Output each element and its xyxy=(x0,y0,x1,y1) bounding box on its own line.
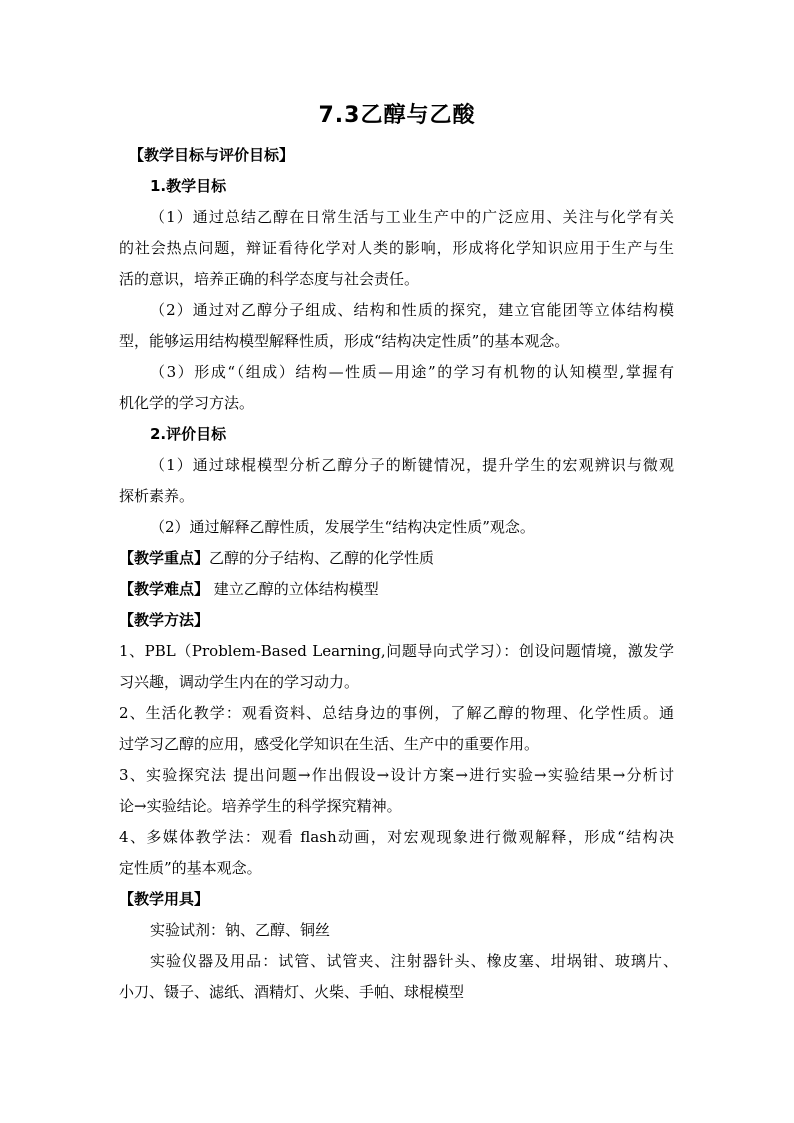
tools-reagents: 实验试剂：钠、乙醇、铜丝 xyxy=(150,921,331,939)
document-title: 7.3乙醇与乙酸 xyxy=(318,103,476,128)
difficulties-label: 【教学难点】 xyxy=(119,580,210,598)
methods-heading: 【教学方法】 xyxy=(119,611,210,629)
key-points-row xyxy=(119,547,434,569)
tools-apparatus-line-2: 小刀、镊子、滤纸、酒精灯、火柴、手帕、球棍模型 xyxy=(119,983,465,1001)
teaching-goal-2-line-1: （2）通过对乙醇分子组成、结构和性质的探究，建立官能团等立体结构模 xyxy=(150,301,674,319)
teaching-goal-3-line-1: （3）形成“（组成）结构—性质—用途”的学习有机物的认知模型,掌握有 xyxy=(150,363,674,381)
method-4-line-2: 定性质”的基本观念。 xyxy=(119,859,262,877)
method-1-line-2: 习兴趣，调动学生内在的学习动力。 xyxy=(119,673,360,691)
evaluation-goal-1-line-2: 探析素养。 xyxy=(119,487,195,505)
evaluation-goals-heading: 2.评价目标 xyxy=(150,425,227,443)
key-points-text: 乙醇的分子结构、乙醇的化学性质 xyxy=(209,549,435,567)
evaluation-goal-1-line-1: （1）通过球棍模型分析乙醇分子的断键情况，提升学生的宏观辨识与微观 xyxy=(150,456,674,474)
teaching-goal-2-line-2: 型，能够运用结构模型解释性质，形成“结构决定性质”的基本观念。 xyxy=(119,332,570,350)
evaluation-goal-2-line-1: （2）通过解释乙醇性质，发展学生“结构决定性质”观念。 xyxy=(150,518,535,536)
key-points-label: 【教学重点】 xyxy=(119,549,210,567)
method-4-line-1: 4、多媒体教学法：观看 flash动画，对宏观现象进行微观解释，形成“结构决 xyxy=(119,828,674,846)
method-2-line-2: 过学习乙醇的应用，感受化学知识在生活、生产中的重要作用。 xyxy=(119,735,540,753)
difficulties-text: 建立乙醇的立体结构模型 xyxy=(209,580,379,598)
teaching-goal-1-line-3: 活的意识，培养正确的科学态度与社会责任。 xyxy=(119,270,420,288)
method-1-line-1: 1、PBL（Problem-Based Learning,问题导向式学习）：创设问题情境，激发学 xyxy=(119,642,674,660)
teaching-goal-1-line-2: 的社会热点问题，辩证看待化学对人类的影响，形成将化学知识应用于生产与生 xyxy=(119,239,674,257)
method-3-line-1: 3、实验探究法 提出问题→作出假设→设计方案→进行实验→实验结果→分析讨 xyxy=(119,766,674,784)
goals-heading: 【教学目标与评价目标】 xyxy=(129,146,295,164)
method-3-line-2: 论→实验结论。培养学生的科学探究精神。 xyxy=(119,797,402,815)
teaching-goal-1-line-1: （1）通过总结乙醇在日常生活与工业生产中的广泛应用、关注与化学有关 xyxy=(150,208,674,226)
teaching-goals-heading: 1.教学目标 xyxy=(150,177,227,195)
tools-apparatus-line-1: 实验仪器及用品：试管、试管夹、注射器针头、橡皮塞、坩埚钳、玻璃片、 xyxy=(150,952,678,970)
tools-heading: 【教学用具】 xyxy=(119,890,210,908)
method-2-line-1: 2、生活化教学：观看资料、总结身边的事例，了解乙醇的物理、化学性质。通 xyxy=(119,704,674,722)
difficulties-row xyxy=(119,578,379,600)
teaching-goal-3-line-2: 机化学的学习方法。 xyxy=(119,394,255,412)
